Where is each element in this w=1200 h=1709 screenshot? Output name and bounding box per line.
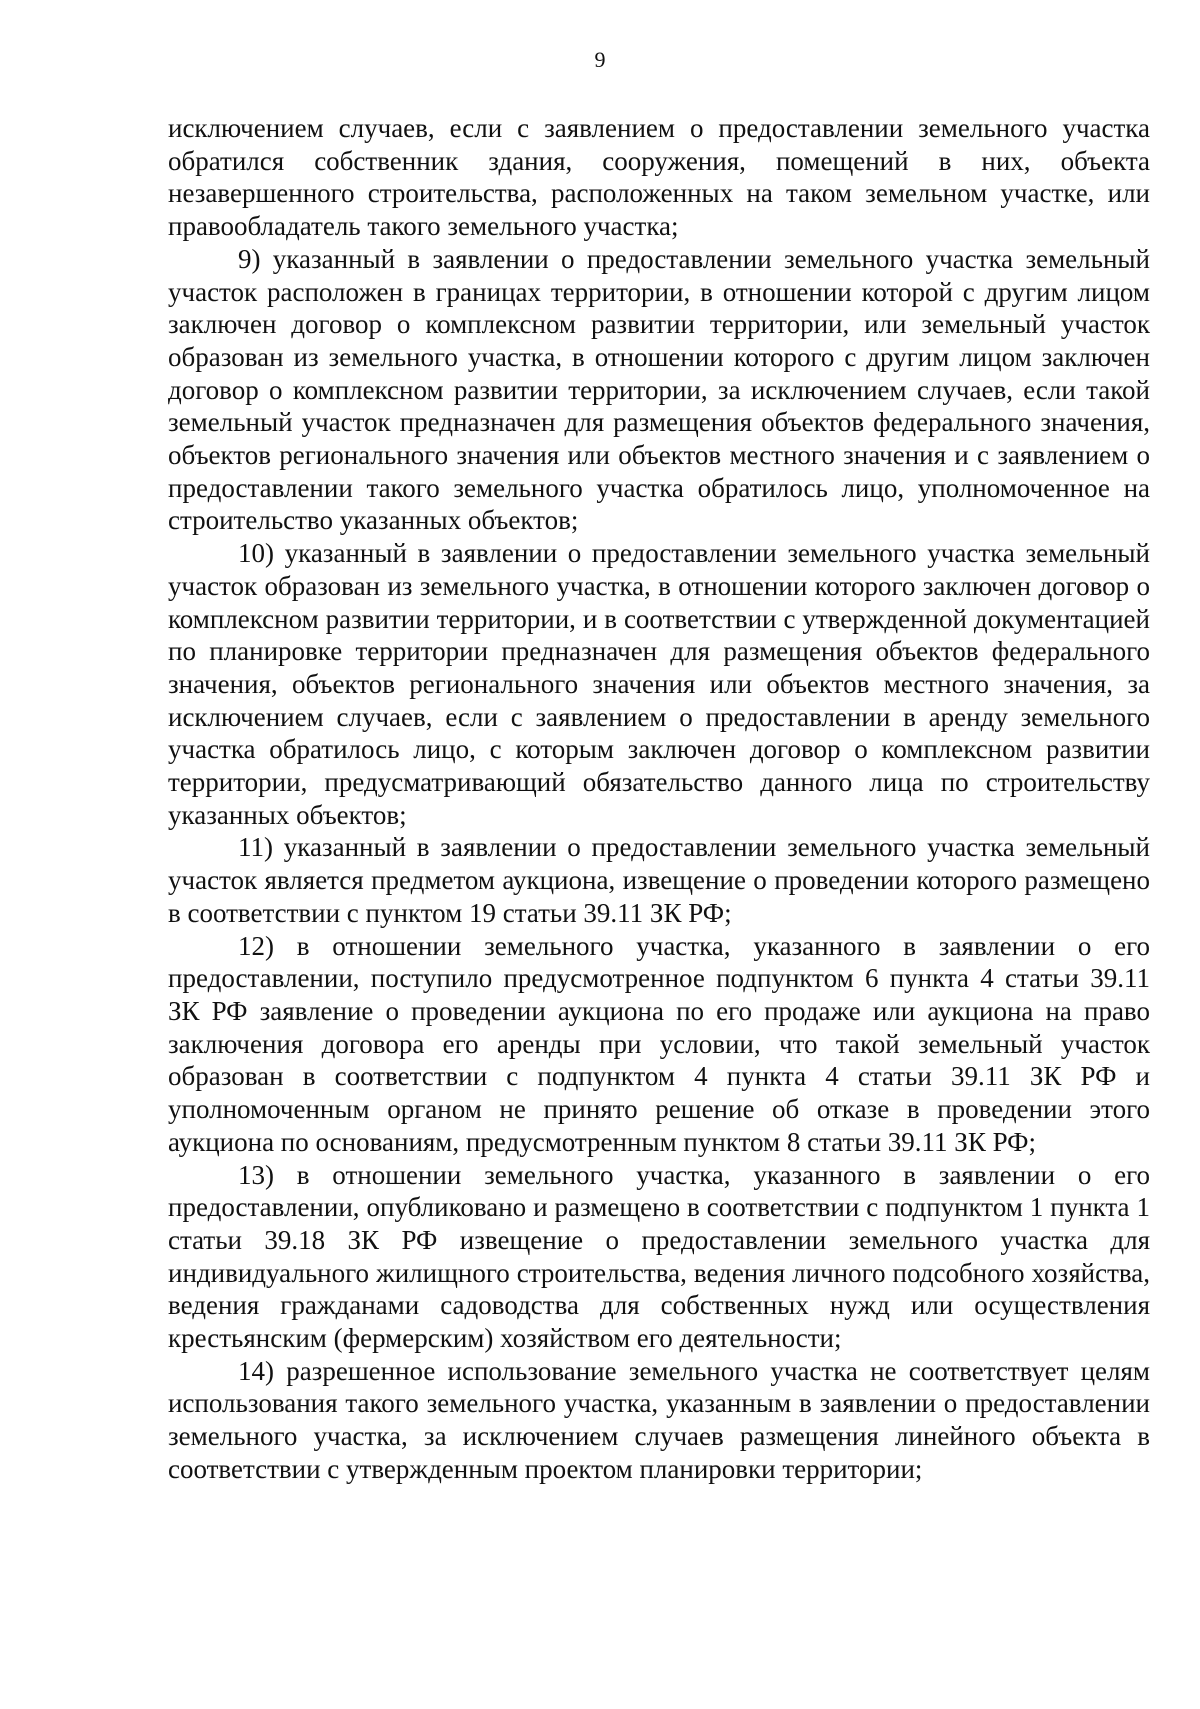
paragraph-item-10: 10) указанный в заявлении о предоставлении земельного участка земельный участок образован из земельного участка, в отношении которого заключен договор о комплексном развитии территории, и в соответствии с утвержденной документацией по планировке территории предназначен для размещения объектов федерального значения, объектов регионального значения или объектов местного значения, за исключением случаев, если с заявлением о предоставлении в аренду земельного участка обратилось лицо, с которым заключен договор о комплексном развитии территории, предусматривающий обязательство данного лица по строительству указанных объектов;: [168, 538, 1150, 830]
paragraph-item-14: 14) разрешенное использование земельного участка не соответствует целям использования такого земельного участка, указанным в заявлении о предоставлении земельного участка, за исключением случаев размещения линейного объекта в соответствии с утвержденным проектом планировки территории;: [168, 1355, 1150, 1484]
paragraph-item-13: 13) в отношении земельного участка, указанного в заявлении о его предоставлении, опубликовано и размещено в соответствии с подпунктом 1 пункта 1 статьи 39.18 ЗК РФ извещение о предоставлении земельного участка для индивидуального жилищного строительства, ведения личного подсобного хозяйства, ведения гражданами садоводства для собственных нужд или осуществления крестьянским (фермерским) хозяйством его деятельности;: [168, 1159, 1150, 1354]
document-body: [168, 112, 1150, 1486]
paragraph-continuation: исключением случаев, если с заявлением о предоставлении земельного участка обратился собственник здания, сооружения, помещений в них, объекта незавершенного строительства, расположенных на таком земельном участке, или правообладатель такого земельного участка;: [168, 113, 1150, 242]
paragraph-item-11: 11) указанный в заявлении о предоставлении земельного участка земельный участок является предметом аукциона, извещение о проведении которого размещено в соответствии с пунктом 19 статьи 39.11 ЗК РФ;: [168, 832, 1150, 928]
paragraph-item-12: 12) в отношении земельного участка, указанного в заявлении о его предоставлении, поступило предусмотренное подпунктом 6 пункта 4 статьи 39.11 ЗК РФ заявление о проведении аукциона по его продаже или аукциона на право заключения договора его аренды при условии, что такой земельный участок образован в соответствии с подпунктом 4 пункта 4 статьи 39.11 ЗК РФ и уполномоченным органом не принято решение об отказе в проведении этого аукциона по основаниям, предусмотренным пунктом 8 статьи 39.11 ЗК РФ;: [168, 930, 1150, 1157]
page-number: 9: [594, 47, 606, 72]
paragraph-item-9: 9) указанный в заявлении о предоставлении земельного участка земельный участок расположен в границах территории, в отношении которой с другим лицом заключен договор о комплексном развитии территории, или земельный участок образован из земельного участка, в отношении которого с другим лицом заключен договор о комплексном развитии территории, за исключением случаев, если такой земельный участок предназначен для размещения объектов федерального значения, объектов регионального значения или объектов местного значения и с заявлением о предоставлении такого земельного участка обратилось лицо, уполномоченное на строительство указанных объектов;: [168, 243, 1150, 536]
